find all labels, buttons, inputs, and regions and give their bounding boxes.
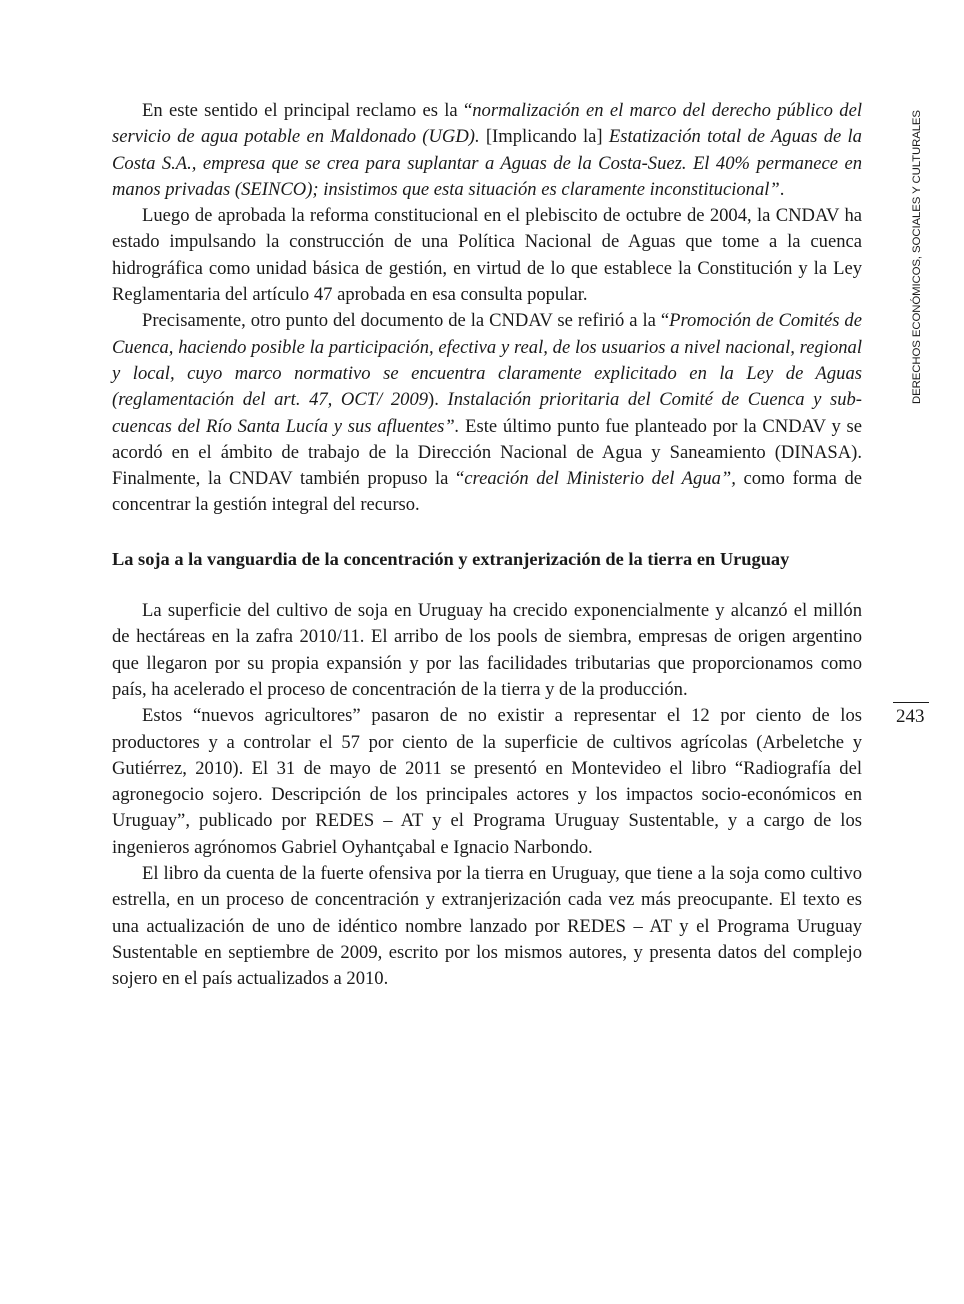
text-run: [Implicando la] — [479, 126, 609, 148]
quoted-text: Estatización total de Aguas de la Costa S.A., empresa que se crea para suplantar a Aguas de la Costa-Suez. El 40% permanece en manos privadas (SEINCO); insistimos que esta situación es claramente inconstitucional” — [112, 126, 862, 200]
paragraph — [112, 98, 862, 203]
page-number-rule — [893, 702, 929, 703]
paragraph: La superficie del cultivo de soja en Uruguay ha crecido exponencialmente y alcanzó el millón de hectáreas en la zafra 2010/11. El arribo de los pools de siembra, empresas de origen argentino que llegaron por su propia expansión y por las facilidades tributarias que proporcionamos como país, ha acelerado el proceso de concentración de la tierra y de la producción. — [112, 600, 862, 700]
page-body — [112, 98, 862, 993]
quoted-text: creación del Ministerio del Agua”, — [464, 468, 736, 490]
page-number: 243 — [896, 706, 925, 727]
quoted-text: Promoción de Comités de Cuenca, haciendo posible la participación, efectiva y real, de los usuarios a nivel nacional, regional y local, cuyo marco normativo se encuentra claramente explicitado en la Ley de Aguas (reglamentación del art. 47, OCT/ 2009 — [112, 310, 862, 411]
running-header — [893, 100, 923, 404]
text-run: En este sentido el principal reclamo es la “ — [142, 100, 473, 121]
paragraph — [112, 308, 862, 518]
text-run: ). — [428, 389, 448, 411]
quoted-text: normalización en el marco del derecho público del servicio de agua potable en Maldonado (UGD). — [112, 100, 862, 148]
quoted-text: Instalación prioritaria del Comité de Cuenca y sub-cuencas del Río Santa Lucía y sus afluentes”. — [112, 389, 862, 437]
section-heading: La soja a la vanguardia de la concentración y extranjerización de la tierra en Uruguay — [112, 548, 790, 569]
running-header-text: DERECHOS ECONÓMICOS, SOCIALES Y CULTURALES — [911, 110, 923, 404]
paragraph: El libro da cuenta de la fuerte ofensiva por la tierra en Uruguay, que tiene a la soja como cultivo estrella, en un proceso de concentración y extranjerización cada vez más preocupante. El texto es una actualización de uno de idéntico nombre lanzado por REDES – AT y el Programa Uruguay Sustentable en septiembre de 2009, escrito por los mismos autores, y presenta datos del complejo sojero en el país actualizados a 2010. — [112, 863, 862, 990]
text-run: Este último punto fue planteado por la CNDAV y se acordó en el ámbito de trabajo de la Dirección Nacional de Agua y Saneamiento (DINASA). Finalmente, la CNDAV también propuso la “ — [112, 415, 863, 490]
text-run: como forma de concentrar la gestión integral del recurso. — [112, 468, 863, 516]
paragraph: Luego de aprobada la reforma constitucional en el plebiscito de octubre de 2004, la CNDAV ha estado impulsando la construcción de una Política Nacional de Aguas que tome a la cuenca hidrográfica como unidad básica de gestión, en virtud de lo que establece la Constitución y la Ley Reglamentaria del artículo 47 aprobada en esa consulta popular. — [112, 205, 862, 306]
text-run: Precisamente, otro punto del documento de la CNDAV se refirió a la “ — [142, 310, 670, 332]
paragraph: Estos “nuevos agricultores” pasaron de no existir a representar el 12 por ciento de los productores y a controlar el 57 por ciento de la superficie de cultivos agrícolas (Arbeletche y Gutiérrez, 2010). El 31 de mayo de 2011 se presentó en Montevideo el libro “Radiografía del agronegocio sojero. Descripción de los principales actores y los impactos socio-económicos en Uruguay”, publicado por REDES – AT y el Programa Uruguay Sustentable, y a cargo de los ingenieros agrónomos Gabriel Oyhantçabal e Ignacio Narbondo. — [112, 705, 862, 858]
text-run: . — [779, 178, 785, 200]
